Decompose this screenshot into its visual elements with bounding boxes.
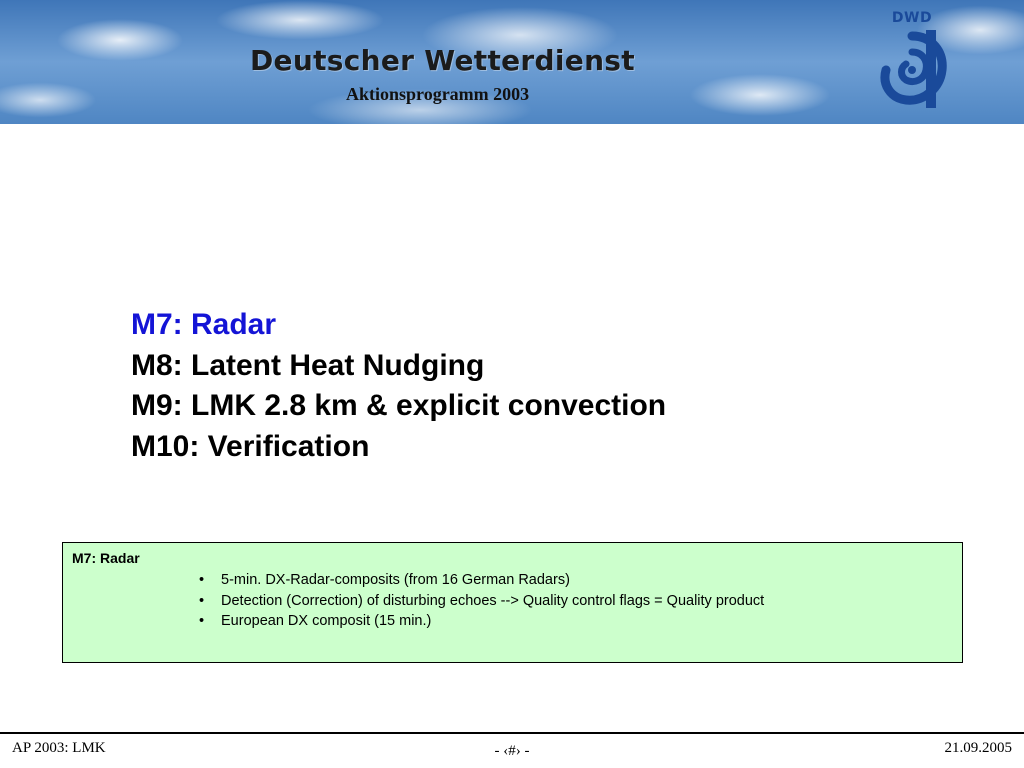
note-bullet-list bbox=[199, 570, 764, 632]
dwd-logo bbox=[872, 10, 952, 110]
logo-text: DWD bbox=[891, 10, 933, 26]
swirl-icon bbox=[876, 30, 948, 108]
organization-title: Deutscher Wetterdienst bbox=[250, 44, 635, 77]
radar-note-box bbox=[62, 542, 963, 663]
topic-list bbox=[131, 305, 666, 467]
slide-number: - ‹#› - bbox=[494, 743, 530, 759]
topic-m8-latent-heat-nudging: M8: Latent Heat Nudging bbox=[131, 348, 485, 382]
note-title: M7: Radar bbox=[72, 550, 140, 566]
header-banner bbox=[0, 0, 1024, 124]
topic-m9-lmk: M9: LMK 2.8 km & explicit convection bbox=[131, 389, 667, 422]
program-subtitle: Aktionsprogramm 2003 bbox=[346, 84, 530, 104]
topic-m7-radar: M7: Radar bbox=[131, 308, 277, 341]
footer-divider bbox=[0, 732, 1024, 734]
note-bullet: • European DX composit (15 min.) bbox=[199, 611, 764, 632]
note-bullet: • Detection (Correction) of disturbing echoes --> Quality control flags = Quality product bbox=[199, 591, 764, 612]
note-bullet: • 5-min. DX-Radar-composits (from 16 German Radars) bbox=[199, 570, 764, 591]
footer-left-label: AP 2003: LMK bbox=[12, 740, 106, 756]
footer-date: 21.09.2005 bbox=[944, 740, 1012, 756]
topic-m10-verification: M10: Verification bbox=[131, 429, 370, 463]
